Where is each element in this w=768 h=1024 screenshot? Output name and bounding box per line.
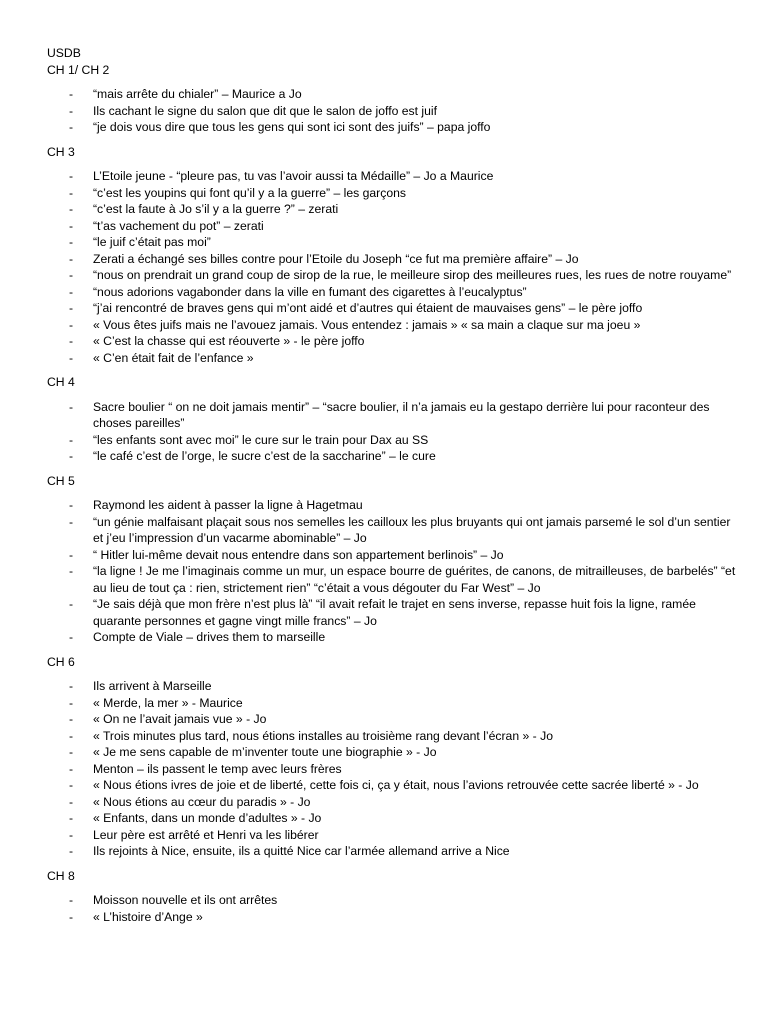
list-item [47,909,737,926]
list-item [47,711,737,728]
bullet-dash: - [69,630,74,644]
bullet-dash: - [69,169,74,183]
list-item [47,350,737,367]
list-item-text: “un génie malfaisant plaçait sous nos semelles les cailloux les plus bruyants qui ont jamais parsemé le sol d’un sentier et j’eu l’impression d’un vacarme abominable” – Jo [93,514,731,545]
bullet-dash: - [69,399,74,414]
list-item-text: “je dois vous dire que tous les gens qui sont ici sont des juifs” – papa joffo [93,120,491,134]
list-item [47,596,737,629]
list-item-text: “le juif c’était pas moi” [93,235,211,249]
bullet-dash: - [69,811,74,825]
bullet-dash: - [69,844,74,858]
bullet-dash: - [69,120,74,134]
document-subtitle: CH 1/ CH 2 [47,62,110,77]
list-item [47,761,737,778]
list-item [47,810,737,827]
list-item [47,284,737,301]
list-item [47,629,737,646]
chapter-heading: CH 5 [47,473,75,488]
list-item-text: « On ne l’avait jamais vue » - Jo [93,712,267,726]
list-item-text: « Nous étions ivres de joie et de liberté, cette fois ci, ça y était, nous l’avions retrouvée cette sacrée liberté » - Jo [93,778,699,792]
chapter-section [47,868,737,926]
list-item [47,317,737,334]
list-item-text: Ils arrivent à Marseille [93,679,212,693]
bullet-dash: - [69,251,74,266]
bullet-dash: - [69,202,74,216]
list-item [47,695,737,712]
bullet-dash: - [69,235,74,249]
bullet-dash: - [69,794,74,809]
list-item-text: Ils cachant le signe du salon que dit que le salon de joffo est juif [93,103,437,118]
list-item-text: “ Hitler lui-même devait nous entendre dans son appartement berlinois” – Jo [93,547,504,562]
list-item-text: « Trois minutes plus tard, nous étions installes au troisième rang devant l’écran » - Jo [93,728,553,743]
list-item [47,744,737,761]
chapter-heading: CH 4 [47,375,75,389]
bullet-dash: - [69,761,74,776]
bullet-dash: - [69,301,74,315]
bullet-dash: - [69,317,74,332]
list-item [47,514,737,547]
list-item-text: “les enfants sont avec moi” le cure sur le train pour Dax au SS [93,432,429,447]
list-item-text: « Je me sens capable de m’inventer toute une biographie » - Jo [93,745,437,759]
list-item [47,827,737,844]
list-item [47,432,737,449]
list-item [47,300,737,317]
bullet-dash: - [69,893,74,907]
bullet-dash: - [69,728,74,743]
bullet-list [47,168,737,366]
chapter-heading: CH 6 [47,654,75,669]
list-item [47,563,737,596]
list-item [47,201,737,218]
bullet-dash: - [69,564,74,578]
list-item [47,547,737,564]
chapter-heading: CH 8 [47,868,75,883]
bullet-dash: - [69,284,74,299]
bullet-dash: - [69,350,74,365]
list-item-text: « C’en était fait de l’enfance » [93,350,254,365]
chapter-section [47,654,737,860]
list-item [47,103,737,120]
list-item-text: Menton – ils passent le temp avec leurs frères [93,761,342,776]
list-item [47,168,737,185]
bullet-dash: - [69,745,74,759]
chapter-heading: CH 3 [47,144,75,159]
chapter-section [47,144,737,367]
list-item-text: Compte de Viale – drives them to marseille [93,630,326,644]
bullet-dash: - [69,334,74,348]
list-item-text: Ils rejoints à Nice, ensuite, ils a quitté Nice car l’armée allemand arrive a Nice [93,844,510,858]
bullet-dash: - [69,827,74,842]
list-item-text: “j’ai rencontré de braves gens qui m’ont aidé et d’autres qui étaient de mauvaises gens” – le père joffo [93,301,643,315]
bullet-list [47,892,737,925]
bullet-dash: - [69,432,74,447]
bullet-dash: - [69,679,74,693]
list-item [47,218,737,235]
list-item [47,892,737,909]
list-item-text: « Nous étions au cœur du paradis » - Jo [93,794,311,809]
bullet-dash: - [69,695,74,710]
list-item-text: « L’histoire d’Ange » [93,909,203,924]
bullet-dash: - [69,547,74,562]
list-item-text: Leur père est arrêté et Henri va les libérer [93,827,319,842]
list-item [47,794,737,811]
bullet-list [47,399,737,465]
bullet-list [47,86,737,136]
bullet-dash: - [69,597,74,611]
list-item-text: “la ligne ! Je me l’imaginais comme un mur, un espace bourre de guérites, de canons, de mitrailleuses, de barbelés” “et au lieu de tout ça : rien, strictement rien” “c’était a vous dégouter du Far West” – Jo [93,564,736,595]
list-item-text: “c’est la faute à Jo s’il y a la guerre ?” – zerati [93,202,339,216]
bullet-list [47,497,737,646]
list-item [47,267,737,284]
list-item-text: « Enfants, dans un monde d’adultes » - Jo [93,811,322,825]
list-item [47,185,737,202]
list-item-text: « Vous êtes juifs mais ne l’avouez jamais. Vous entendez : jamais » « sa main a claque sur ma joeu » [93,317,641,332]
list-item-text: “c’est les youpins qui font qu’il y a la guerre” – les garçons [93,185,406,200]
list-item [47,497,737,514]
bullet-dash: - [69,268,74,282]
list-item-text: “mais arrête du chialer” – Maurice a Jo [93,87,302,101]
bullet-dash: - [69,218,74,233]
bullet-dash: - [69,87,74,101]
bullet-dash: - [69,449,74,463]
list-item [47,251,737,268]
sections-container [47,86,737,925]
list-item-text: “Je sais déjà que mon frère n’est plus là” “il avait refait le trajet en sens inverse, repasse huit fois la ligne, ramée quarante personnes et gagne vingt mille francs” – Jo [93,597,696,628]
bullet-list [47,678,737,860]
list-item-text: Moisson nouvelle et ils ont arrêtes [93,893,278,907]
list-item [47,333,737,350]
bullet-dash: - [69,103,74,118]
document-title: USDB [47,46,81,60]
list-item-text: Raymond les aident à passer la ligne à Hagetmau [93,498,363,512]
bullet-dash: - [69,712,74,726]
bullet-dash: - [69,498,74,512]
list-item [47,234,737,251]
list-item [47,678,737,695]
document-page [47,45,737,933]
bullet-dash: - [69,778,74,792]
list-item [47,777,737,794]
list-item [47,399,737,432]
bullet-dash: - [69,909,74,924]
chapter-section [47,374,737,465]
list-item-text: Sacre boulier “ on ne doit jamais mentir” – “sacre boulier, il n’a jamais eu la gestapo derrière lui pour raconteur des choses pareilles” [93,399,710,430]
list-item [47,728,737,745]
list-item [47,448,737,465]
chapter-section [47,473,737,646]
list-item-text: Zerati a échangé ses billes contre pour l’Etoile du Joseph “ce fut ma première affaire” – Jo [93,251,579,266]
list-item-text: « C’est la chasse qui est réouverte » - le père joffo [93,334,365,348]
chapter-section [47,86,737,136]
bullet-dash: - [69,185,74,200]
list-item-text: “le café c’est de l’orge, le sucre c’est de la saccharine” – le cure [93,449,436,463]
list-item-text: L’Etoile jeune - “pleure pas, tu vas l’avoir aussi ta Médaille” – Jo a Maurice [93,169,494,183]
list-item-text: “t’as vachement du pot” – zerati [93,218,264,233]
list-item-text: « Merde, la mer » - Maurice [93,695,243,710]
list-item-text: “nous adorions vagabonder dans la ville en fumant des cigarettes à l’eucalyptus” [93,284,527,299]
bullet-dash: - [69,514,74,529]
list-item [47,119,737,136]
list-item-text: “nous on prendrait un grand coup de sirop de la rue, le meilleure sirop des meilleures rues, les rues de notre rouyame” [93,268,732,282]
list-item [47,843,737,860]
list-item [47,86,737,103]
